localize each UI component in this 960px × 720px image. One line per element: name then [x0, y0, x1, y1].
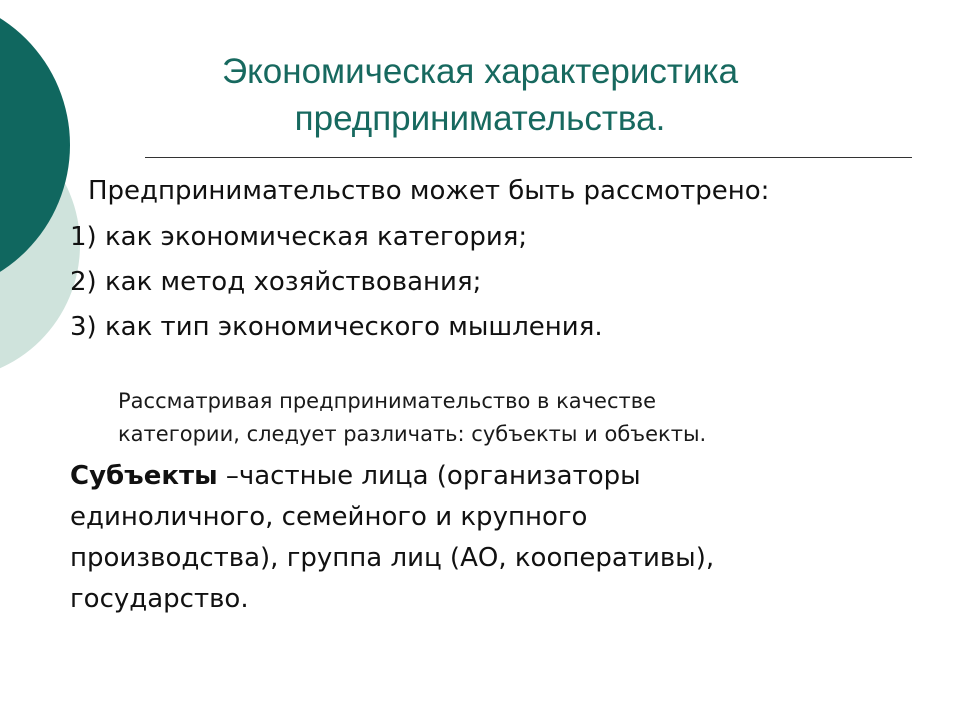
- subjects-definition-start: –частные лица (организаторы: [217, 461, 641, 491]
- title-line-2: предпринимательства.: [294, 99, 666, 138]
- subjects-line-2: единоличного, семейного и крупного: [70, 502, 588, 532]
- intro-text: Предпринимательство может быть рассмотрено:: [88, 176, 770, 206]
- list-item-3: 3) как тип экономического мышления.: [70, 312, 603, 342]
- list-item-2: 2) как метод хозяйствования;: [70, 267, 482, 297]
- list-item-1: 1) как экономическая категория;: [70, 222, 528, 252]
- subjects-line-3: производства), группа лиц (АО, кооперативы),: [70, 543, 715, 573]
- slide-title: [150, 48, 810, 142]
- title-divider: [145, 157, 912, 158]
- subjects-line-4: государство.: [70, 584, 249, 614]
- note-line-1: Рассматривая предпринимательство в качестве: [118, 389, 657, 413]
- note-line-2: категории, следует различать: субъекты и объекты.: [118, 422, 707, 446]
- title-line-1: Экономическая характеристика: [221, 52, 739, 91]
- subjects-line-1: [70, 456, 714, 497]
- subjects-term: Субъекты: [70, 461, 218, 491]
- subjects-paragraph: [70, 456, 714, 620]
- note-paragraph: [118, 385, 706, 451]
